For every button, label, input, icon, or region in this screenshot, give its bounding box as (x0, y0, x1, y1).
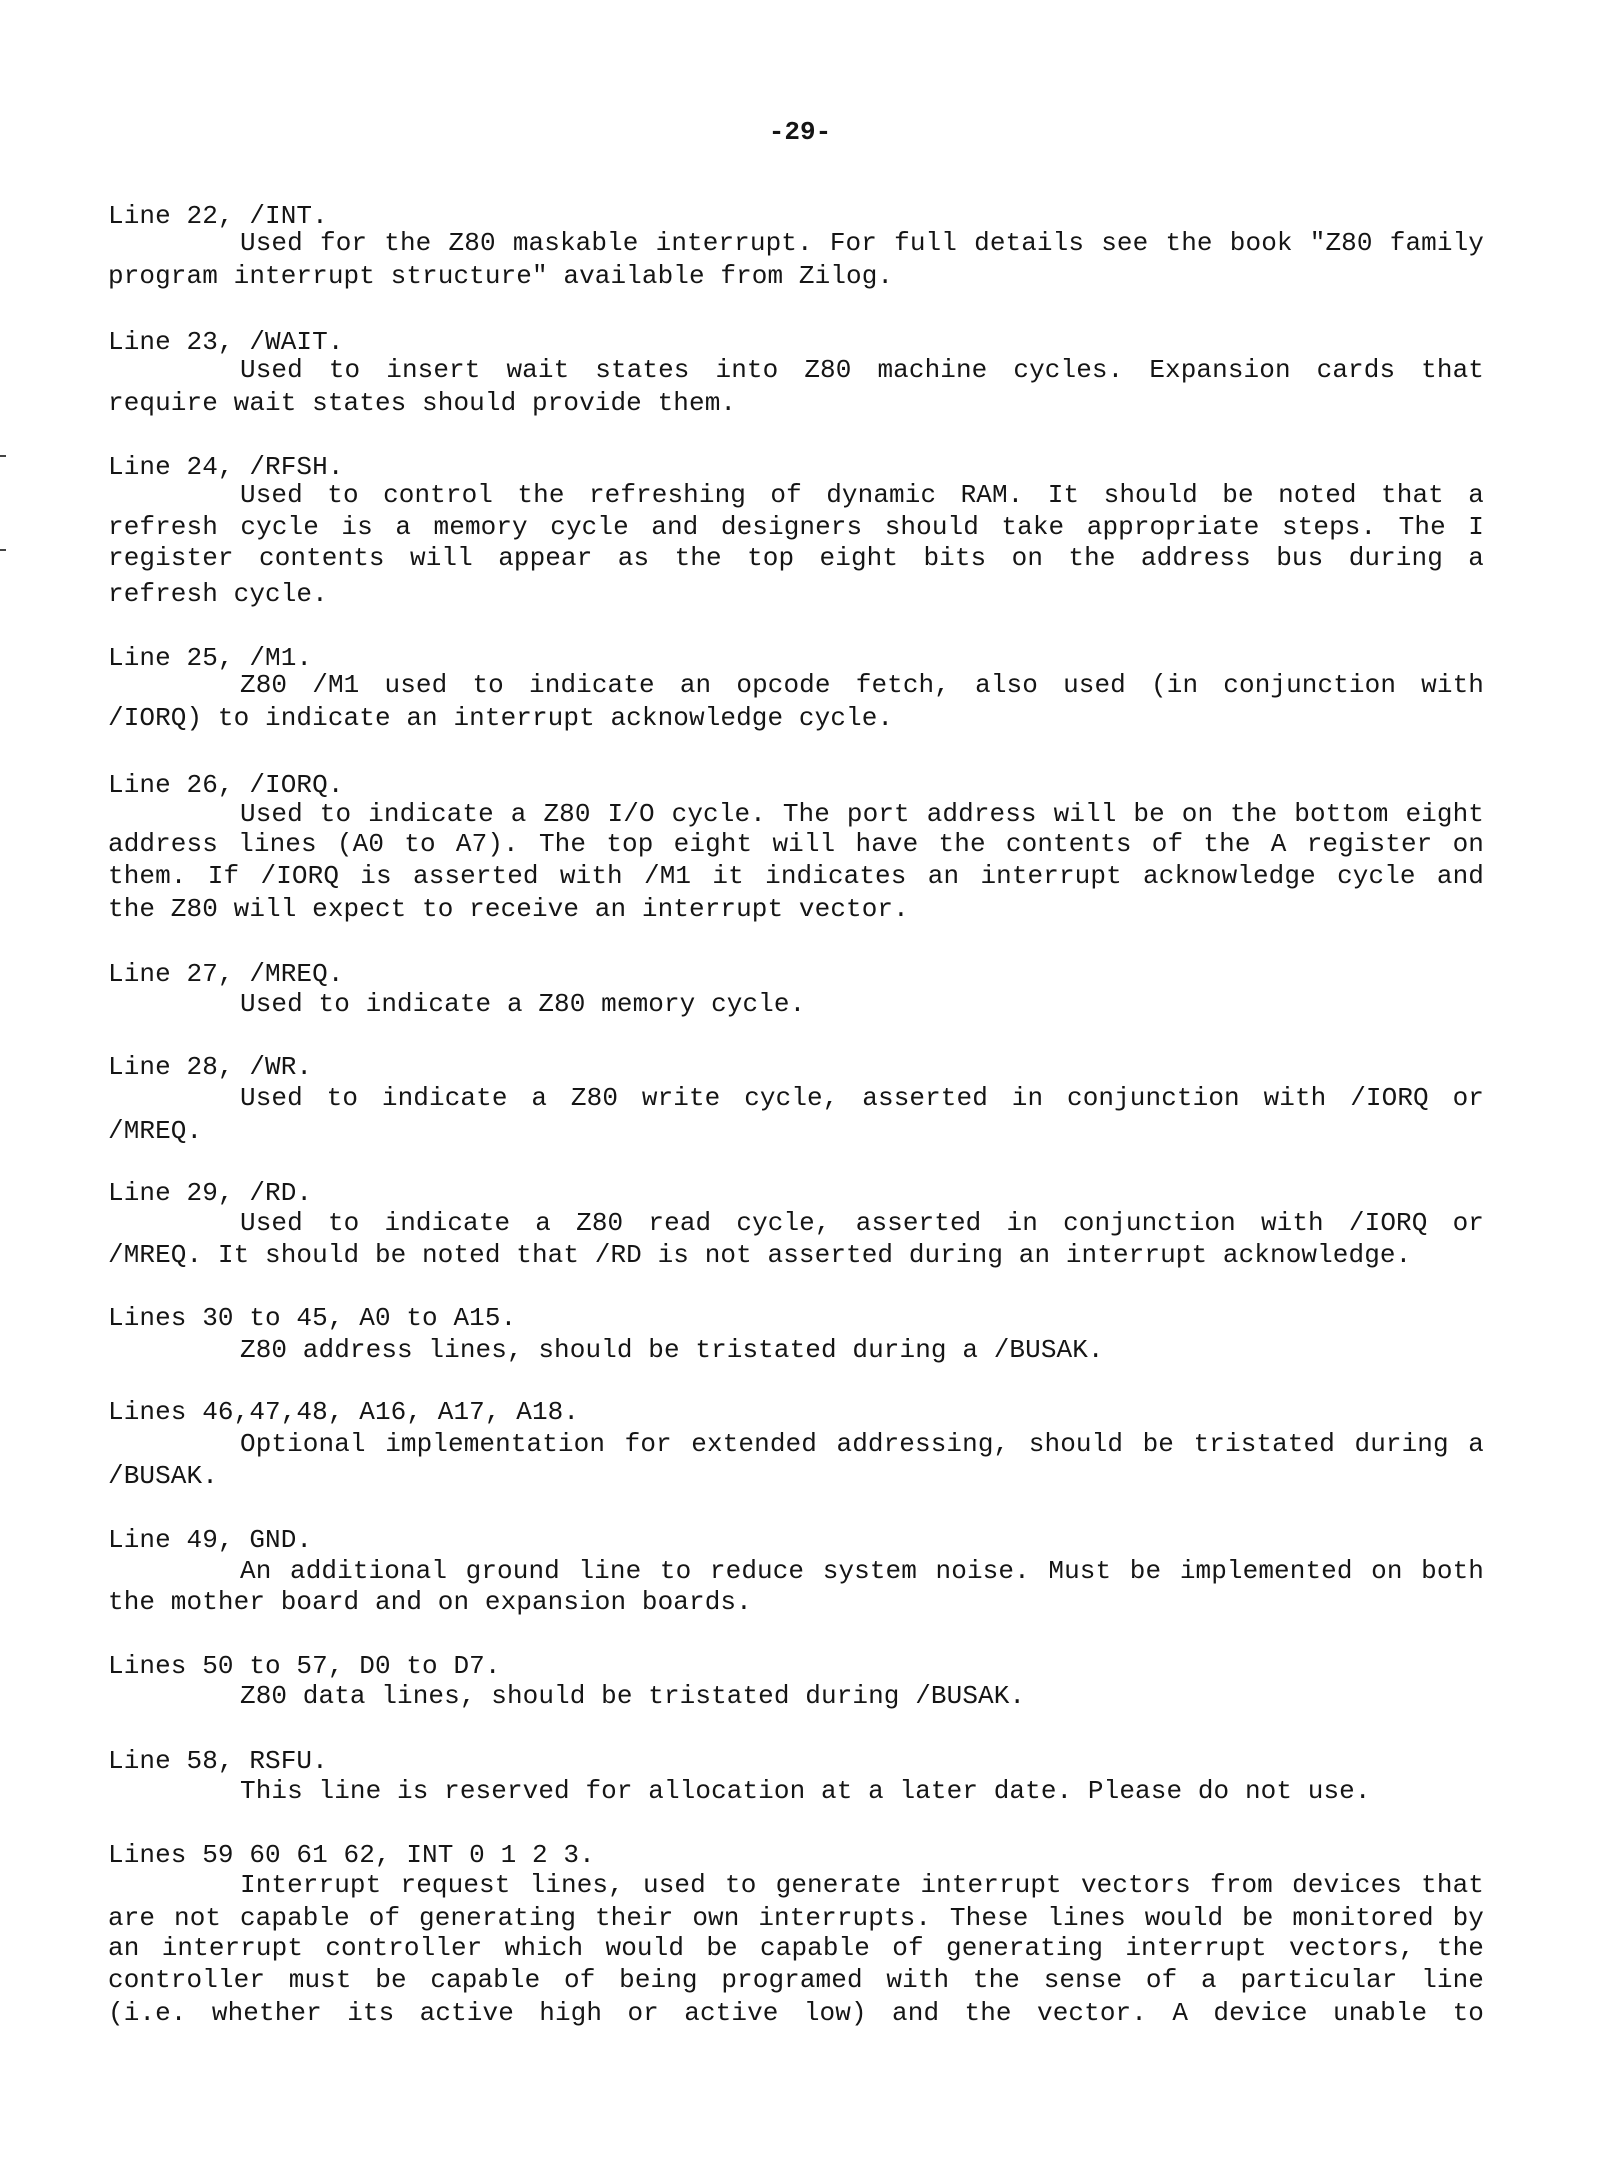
section-heading: Lines 50 to 57, D0 to D7. (108, 1651, 501, 1681)
section-heading: Line 25, /M1. (108, 643, 313, 673)
body-line: Used to indicate a Z80 read cycle, asserted in conjunction with /IORQ or (240, 1208, 1484, 1238)
body-line: /BUSAK. (108, 1461, 218, 1491)
page-number: -29- (768, 117, 832, 147)
body-line: register contents will appear as the top eight bits on the address bus during a (108, 543, 1484, 573)
body-line: refresh cycle. (108, 579, 328, 609)
body-line: Used to insert wait states into Z80 machine cycles. Expansion cards that (240, 355, 1484, 385)
body-line: This line is reserved for allocation at a later date. Please do not use. (240, 1776, 1371, 1806)
body-line: (i.e. whether its active high or active low) and the vector. A device unable to (108, 1998, 1484, 2028)
body-line: the mother board and on expansion boards. (108, 1587, 752, 1617)
section-heading: Lines 59 60 61 62, INT 0 1 2 3. (108, 1840, 595, 1870)
section-heading: Line 27, /MREQ. (108, 959, 344, 989)
body-line: An additional ground line to reduce system noise. Must be implemented on both (240, 1556, 1484, 1586)
body-line: Used for the Z80 maskable interrupt. For full details see the book "Z80 family (240, 228, 1484, 258)
margin-mark (0, 455, 6, 457)
section-heading: Line 28, /WR. (108, 1052, 313, 1082)
body-line: require wait states should provide them. (108, 388, 737, 418)
section-heading: Line 58, RSFU. (108, 1746, 328, 1776)
body-line: /IORQ) to indicate an interrupt acknowledge cycle. (108, 703, 894, 733)
body-line: them. If /IORQ is asserted with /M1 it indicates an interrupt acknowledge cycle and (108, 861, 1484, 891)
body-line: Z80 address lines, should be tristated during a /BUSAK. (240, 1335, 1104, 1365)
section-heading: Line 26, /IORQ. (108, 770, 344, 800)
body-line: address lines (A0 to A7). The top eight will have the contents of the A register on (108, 829, 1484, 859)
body-line: program interrupt structure" available from Zilog. (108, 261, 894, 291)
body-line: are not capable of generating their own interrupts. These lines would be monitored by (108, 1903, 1484, 1933)
section-heading: Line 23, /WAIT. (108, 327, 344, 357)
body-line: Z80 /M1 used to indicate an opcode fetch, also used (in conjunction with (240, 670, 1484, 700)
body-line: Used to indicate a Z80 write cycle, asserted in conjunction with /IORQ or (240, 1083, 1484, 1113)
body-line: Used to indicate a Z80 I/O cycle. The port address will be on the bottom eight (240, 799, 1484, 829)
section-heading: Line 22, /INT. (108, 201, 328, 231)
body-line: Optional implementation for extended addressing, should be tristated during a (240, 1429, 1484, 1459)
section-heading: Line 29, /RD. (108, 1178, 313, 1208)
section-heading: Lines 30 to 45, A0 to A15. (108, 1303, 517, 1333)
body-line: controller must be capable of being programed with the sense of a particular line (108, 1965, 1484, 1995)
body-line: Used to indicate a Z80 memory cycle. (240, 989, 806, 1019)
body-line: the Z80 will expect to receive an interrupt vector. (108, 894, 909, 924)
body-line: /MREQ. (108, 1116, 203, 1146)
body-line: an interrupt controller which would be capable of generating interrupt vectors, the (108, 1933, 1484, 1963)
section-heading: Lines 46,47,48, A16, A17, A18. (108, 1397, 580, 1427)
body-line: Interrupt request lines, used to generate interrupt vectors from devices that (240, 1870, 1484, 1900)
section-heading: Line 24, /RFSH. (108, 452, 344, 482)
body-line: Used to control the refreshing of dynamic RAM. It should be noted that a (240, 480, 1484, 510)
body-line: Z80 data lines, should be tristated during /BUSAK. (240, 1681, 1026, 1711)
section-heading: Line 49, GND. (108, 1525, 313, 1555)
body-line: refresh cycle is a memory cycle and designers should take appropriate steps. The I (108, 512, 1484, 542)
body-line: /MREQ. It should be noted that /RD is not asserted during an interrupt acknowledge. (108, 1240, 1412, 1270)
margin-mark (0, 549, 6, 551)
